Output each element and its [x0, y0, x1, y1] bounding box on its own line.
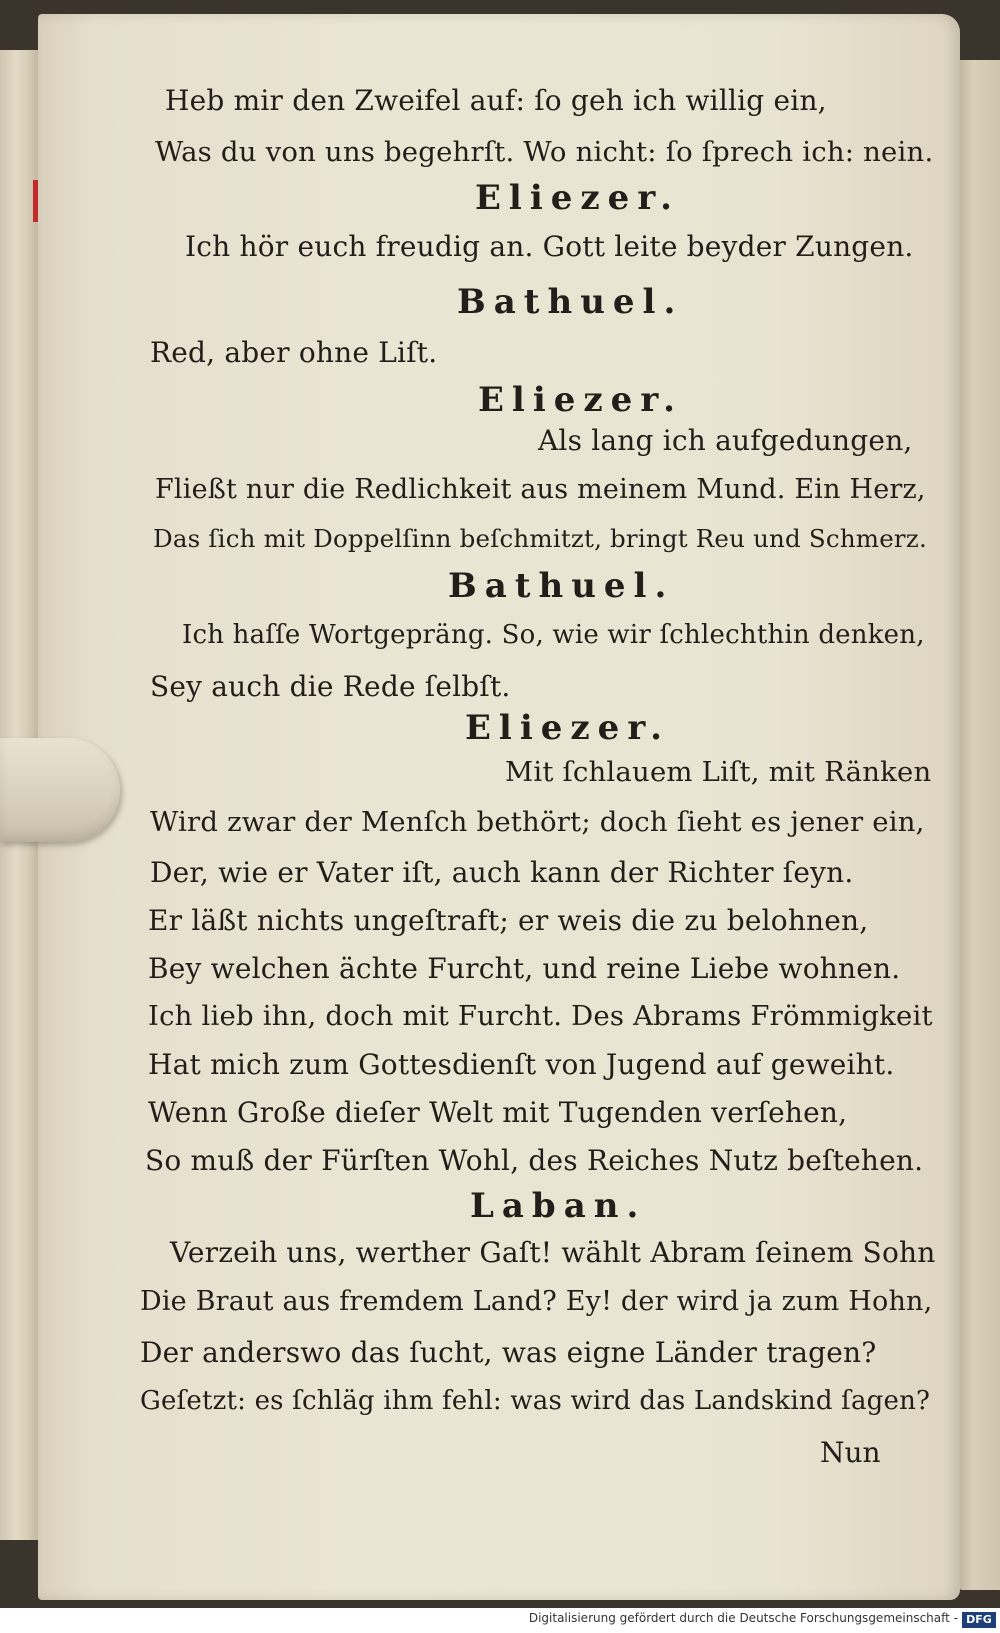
verse-line: Heb mir den Zweifel auf: ſo geh ich willig ein,	[165, 84, 827, 117]
verse-line: Der anderswo das ſucht, was eigne Länder tragen?	[140, 1336, 877, 1369]
verse-line: Der, wie er Vater iſt, auch kann der Richter ſeyn.	[150, 856, 854, 889]
verse-line: Ich lieb ihn, doch mit Furcht. Des Abrams Frömmigkeit	[148, 1000, 933, 1032]
verse-line: Was du von uns begehrſt. Wo nicht: ſo ſprech ich: nein.	[155, 136, 934, 168]
verse-line: So muß der Fürſten Wohl, des Reiches Nutz beſtehen.	[145, 1144, 924, 1177]
verse-line: Ich hör euch freudig an. Gott leite beyder Zungen.	[185, 230, 914, 263]
dfg-logo: DFG	[962, 1612, 996, 1628]
verse-line: Bey welchen ächte Furcht, und reine Liebe wohnen.	[148, 952, 901, 985]
verse-line: Geſetzt: es ſchläg ihm fehl: was wird das Landskind ſagen?	[140, 1386, 931, 1416]
verse-line: Mit ſchlauem Liſt, mit Ränken	[505, 756, 932, 788]
verse-line: Red, aber ohne Liſt.	[150, 336, 438, 369]
verse-line: Verzeih uns, werther Gaſt! wählt Abram ſeinem Sohn	[170, 1236, 936, 1269]
speaker-heading: Eliezer.	[478, 380, 683, 420]
verse-line: Ich haſſe Wortgepräng. So, wie wir ſchlechthin denken,	[182, 620, 925, 650]
verse-line: Hat mich zum Gottesdienſt von Jugend auf geweiht.	[148, 1048, 895, 1081]
speaker-heading: Eliezer.	[465, 708, 670, 748]
footer-credit: Digitalisierung gefördert durch die Deutsche Forschungsgemeinschaft -	[528, 1611, 958, 1625]
verse-line: Sey auch die Rede ſelbſt.	[150, 670, 511, 703]
catchword: Nun	[820, 1436, 881, 1469]
verse-line: Das ſich mit Doppelſinn beſchmitzt, bringt Reu und Schmerz.	[153, 524, 927, 553]
speaker-heading: Eliezer.	[475, 178, 680, 218]
verse-line: Als lang ich aufgedungen,	[538, 424, 913, 457]
verse-line: Er läßt nichts ungeſtraft; er weis die zu belohnen,	[148, 904, 869, 937]
verse-line: Wenn Große dieſer Welt mit Tugenden verſehen,	[148, 1096, 848, 1129]
speaker-heading: Bathuel.	[448, 566, 675, 606]
verse-line: Fließt nur die Redlichkeit aus meinem Mund. Ein Herz,	[155, 474, 926, 505]
speaker-heading: Laban.	[470, 1186, 647, 1226]
verse-line: Wird zwar der Menſch bethört; doch ſieht es jener ein,	[150, 806, 925, 838]
speaker-heading: Bathuel.	[457, 282, 684, 322]
verse-line: Die Braut aus fremdem Land? Ey! der wird ja zum Hohn,	[140, 1286, 933, 1317]
